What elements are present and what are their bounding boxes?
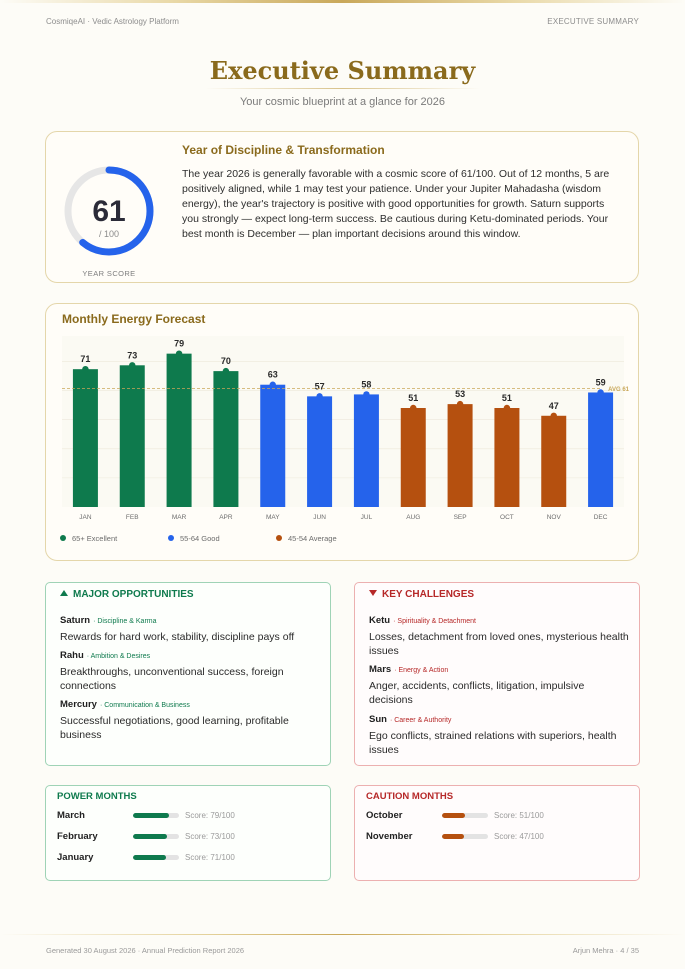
month-score-bar — [133, 834, 179, 839]
chart-tick-label: DEC — [593, 514, 608, 521]
planet-tag: · Spirituality & Detachment — [393, 618, 476, 625]
month-name: February — [57, 831, 98, 842]
chart-data-label: 70 — [220, 356, 231, 367]
footer-accent-line — [0, 934, 685, 935]
challenge-item — [369, 659, 629, 707]
month-score: Score: 73/100 — [185, 832, 235, 841]
month-score-bar — [442, 813, 488, 818]
chart-bar — [120, 365, 145, 507]
planet-description: Successful negotiations, good learning, profitable business — [60, 715, 289, 741]
month-score: Score: 47/100 — [494, 832, 544, 841]
month-name: October — [366, 810, 403, 821]
chart-data-label: 58 — [361, 379, 372, 390]
opportunity-item — [60, 694, 320, 742]
chart-tick-label: NOV — [546, 514, 561, 521]
chart-tick-label: JAN — [79, 514, 92, 521]
power-months-card — [45, 785, 331, 881]
month-score-bar — [442, 834, 488, 839]
caution-month-row — [366, 831, 626, 843]
legend-label: 55-64 Good — [180, 534, 220, 543]
chart-bar — [541, 416, 566, 507]
chart-data-label: 59 — [595, 377, 606, 388]
planet-name: Rahu — [60, 650, 84, 661]
monthly-energy-chart-card — [45, 303, 639, 561]
chart-data-label: 79 — [174, 338, 185, 349]
caution-months-card — [354, 785, 640, 881]
legend-swatch — [276, 535, 282, 541]
planet-description: Anger, accidents, conflicts, litigation, impulsive decisions — [369, 680, 585, 706]
top-accent-line — [0, 0, 685, 3]
power-month-row — [57, 831, 317, 843]
chart-tick-label: APR — [219, 514, 233, 521]
power-month-row — [57, 810, 317, 822]
year-score-card — [45, 131, 639, 283]
chart-bar — [588, 392, 613, 507]
chart-tick-label: AUG — [406, 514, 421, 521]
opportunity-item — [60, 645, 320, 693]
chart-tick-label: JUN — [313, 514, 326, 521]
month-name: January — [57, 852, 94, 863]
month-score: Score: 79/100 — [185, 811, 235, 820]
planet-tag: · Energy & Action — [394, 667, 449, 674]
chart-bar-dot — [410, 405, 416, 411]
power-months-heading: POWER MONTHS — [57, 791, 137, 802]
chart-bar-dot — [129, 362, 135, 368]
planet-tag: · Discipline & Karma — [93, 618, 157, 625]
opportunities-heading: MAJOR OPPORTUNITIES — [73, 589, 194, 600]
legend-swatch — [60, 535, 66, 541]
title-divider — [205, 88, 480, 89]
planet-name: Mars — [369, 664, 392, 675]
chart-bar — [448, 404, 473, 507]
year-theme-heading: Year of Discipline & Transformation — [182, 143, 385, 157]
legend-label: 45-54 Average — [288, 534, 337, 543]
month-score: Score: 51/100 — [494, 811, 544, 820]
page-footer — [46, 946, 639, 958]
chart-bar — [167, 354, 192, 507]
planet-description: Rewards for hard work, stability, discipline pays off — [60, 631, 295, 643]
month-score-fill — [133, 855, 166, 860]
key-challenges-card — [354, 582, 640, 766]
month-score-fill — [442, 813, 465, 818]
chart-bar-dot — [82, 366, 88, 372]
challenges-heading: KEY CHALLENGES — [382, 589, 475, 600]
chart-data-label: 47 — [548, 400, 559, 411]
chart-data-label: 51 — [501, 393, 512, 403]
chart-average-label: AVG 61 — [608, 387, 629, 394]
score-label: YEAR SCORE — [82, 269, 136, 278]
planet-name: Ketu — [369, 615, 391, 626]
chart-legend — [60, 534, 460, 546]
chart-bar — [260, 385, 285, 507]
legend-label: 65+ Excellent — [72, 534, 118, 543]
monthly-energy-chart — [46, 304, 640, 534]
triangle-up-icon — [60, 590, 68, 596]
chart-bar — [494, 408, 519, 507]
month-score-bar — [133, 855, 179, 860]
page-subtitle: Your cosmic blueprint at a glance for 2026 — [239, 96, 446, 108]
score-value: 61 — [92, 195, 126, 228]
chart-bar — [307, 396, 332, 507]
month-name: March — [57, 810, 85, 821]
planet-name: Sun — [369, 714, 387, 725]
chart-bar-dot — [597, 389, 603, 395]
chart-data-label: 71 — [80, 354, 91, 365]
challenge-item — [369, 610, 629, 658]
page-header — [46, 17, 639, 29]
score-denominator: / 100 — [98, 229, 120, 239]
planet-tag: · Ambition & Desires — [86, 653, 151, 660]
month-score-bar — [133, 813, 179, 818]
power-month-row — [57, 852, 317, 864]
planet-description: Losses, detachment from loved ones, mysterious health issues — [369, 631, 629, 657]
chart-title: Monthly Energy Forecast — [62, 312, 206, 326]
legend-swatch — [168, 535, 174, 541]
chart-data-label: 57 — [314, 381, 325, 392]
page-title: Executive Summary — [209, 56, 476, 85]
chart-bar-dot — [363, 391, 369, 397]
chart-tick-label: FEB — [125, 514, 139, 521]
chart-data-label: 73 — [127, 350, 138, 361]
chart-tick-label: SEP — [453, 514, 467, 521]
planet-name: Mercury — [60, 699, 97, 710]
month-score-fill — [133, 834, 167, 839]
planet-tag: · Communication & Business — [99, 702, 190, 709]
major-opportunities-card — [45, 582, 331, 766]
challenge-item — [369, 709, 629, 757]
chart-bar-dot — [457, 401, 463, 407]
year-summary-text: The year 2026 is generally favorable with a cosmic score of 61/100. Out of 12 months, 5 are positively aligned, while 1 may test your patience. Under your Jupiter Mahadasha (wisdom energy), the year's trajectory is positive with good opportunities for growth. Saturn supports you strongly — expect long-term success. Be cautious during Ketu-dominated periods. Your best month is December — plan important decisions around this window. — [182, 168, 610, 240]
caution-months-heading: CAUTION MONTHS — [366, 791, 454, 802]
planet-name: Saturn — [60, 615, 91, 626]
triangle-down-icon — [369, 590, 377, 596]
chart-bar — [354, 394, 379, 507]
chart-bar-dot — [504, 405, 510, 411]
chart-tick-label: OCT — [500, 514, 514, 521]
planet-description: Ego conflicts, strained relations with superiors, health issues — [369, 730, 617, 756]
month-score: Score: 71/100 — [185, 853, 235, 862]
chart-data-label: 63 — [267, 369, 278, 380]
footer-page-info: Arjun Mehra · 4 / 35 — [572, 946, 639, 955]
chart-bar — [73, 369, 98, 507]
caution-month-row — [366, 810, 626, 822]
planet-tag: · Career & Authority — [389, 717, 452, 724]
chart-bar-dot — [176, 350, 182, 356]
chart-data-label: 51 — [408, 393, 419, 403]
month-score-fill — [133, 813, 169, 818]
chart-bar-dot — [270, 382, 276, 388]
chart-bar — [401, 408, 426, 507]
opportunity-item — [60, 610, 320, 644]
footer-generated: Generated 30 August 2026 · Annual Prediction Report 2026 — [46, 946, 245, 955]
chart-tick-label: MAY — [265, 514, 280, 521]
chart-bar — [213, 371, 238, 507]
platform-name: CosmiqeAI · Vedic Astrology Platform — [46, 17, 179, 26]
chart-data-label: 53 — [455, 389, 466, 400]
chart-tick-label: JUL — [360, 514, 373, 521]
chart-bar-dot — [223, 368, 229, 374]
month-score-fill — [442, 834, 464, 839]
chart-bar-dot — [551, 413, 557, 419]
section-name: EXECUTIVE SUMMARY — [547, 17, 639, 26]
chart-bar-dot — [316, 393, 322, 399]
month-name: November — [366, 831, 413, 842]
planet-description: Breakthroughs, unconventional success, foreign connections — [60, 666, 284, 692]
chart-tick-label: MAR — [171, 514, 187, 521]
